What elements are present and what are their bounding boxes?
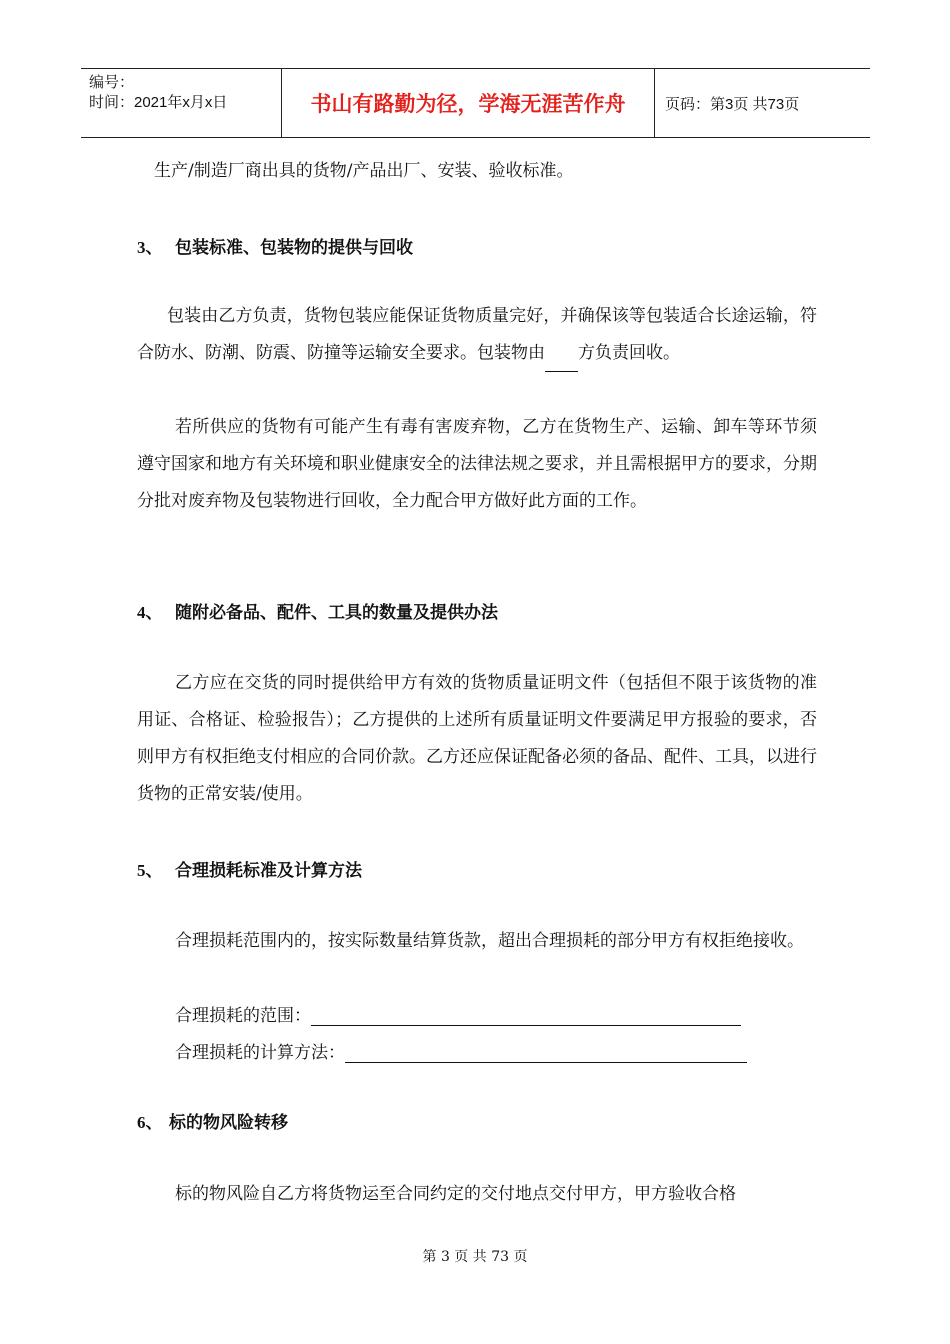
section-5-paragraph-1: 合理损耗范围内的，按实际数量结算货款，超出合理损耗的部分甲方有权拒绝接收。 (175, 931, 804, 951)
loss-range-line (175, 1001, 741, 1026)
section-6-heading (137, 1108, 288, 1133)
section-title: 标的物风险转移 (169, 1113, 288, 1133)
page-footer: 第 3 页 共 73 页 (422, 1249, 528, 1265)
loss-method-line (175, 1038, 747, 1063)
section-title: 合理损耗标准及计算方法 (175, 861, 362, 881)
section-5-heading (137, 856, 362, 881)
section-number: 6、 (137, 1113, 163, 1132)
section-title: 随附必备品、配件、工具的数量及提供办法 (175, 603, 498, 623)
section-4-paragraph-1: 乙方应在交货的同时提供给甲方有效的货物质量证明文件（包括但不限于该货物的准用证、合格证、检验报告）；乙方提供的上述所有质量证明文件要满足甲方报验的要求，否则甲方有权拒绝支付相应的合同价款。乙方还应保证配备必须的备品、配件、工具，以进行货物的正常安装/使用。 (137, 673, 817, 804)
loss-range-blank (311, 1005, 741, 1026)
paragraph-text: 方负责回收。 (578, 343, 680, 363)
section-4-heading (137, 598, 498, 623)
number-label: 编号： (89, 74, 135, 91)
section-3-heading (137, 233, 413, 258)
header-meta (81, 69, 282, 137)
header-motto: 书山有路勤为径，学海无涯苦作舟 (282, 69, 655, 137)
section-number: 4、 (137, 603, 163, 622)
section-3-paragraph-2: 若所供应的货物有可能产生有毒有害废弃物，乙方在货物生产、运输、卸车等环节须遵守国家和地方有关环境和职业健康安全的法律法规之要求，并且需根据甲方的要求，分期分批对废弃物及包装物进行回收，全力配合甲方做好此方面的工作。 (137, 417, 817, 511)
loss-method-blank (345, 1042, 747, 1063)
intro-paragraph: 生产/制造厂商出具的货物/产品出厂、安装、验收标准。 (154, 161, 574, 181)
paragraph-text: 包装由乙方负责，货物包装应能保证货物质量完好，并确保该等包装适合长途运输，符合防水、防潮、防震、防撞等运输安全要求。包装物由 (137, 306, 817, 363)
header-page-info: 页码：第3页 共73页 (665, 95, 800, 113)
fill-blank (545, 353, 578, 372)
page-header (81, 68, 870, 138)
loss-method-label: 合理损耗的计算方法： (175, 1043, 345, 1063)
loss-range-label: 合理损耗的范围： (175, 1006, 311, 1026)
section-title: 包装标准、包装物的提供与回收 (175, 238, 413, 258)
section-6-paragraph-1: 标的物风险自乙方将货物运至合同约定的交付地点交付甲方，甲方验收合格 (175, 1184, 736, 1204)
section-number: 5、 (137, 861, 163, 880)
section-number: 3、 (137, 238, 163, 257)
time-label: 时间：2021年x月x日 (89, 94, 228, 111)
section-3-paragraph-1 (137, 298, 817, 372)
